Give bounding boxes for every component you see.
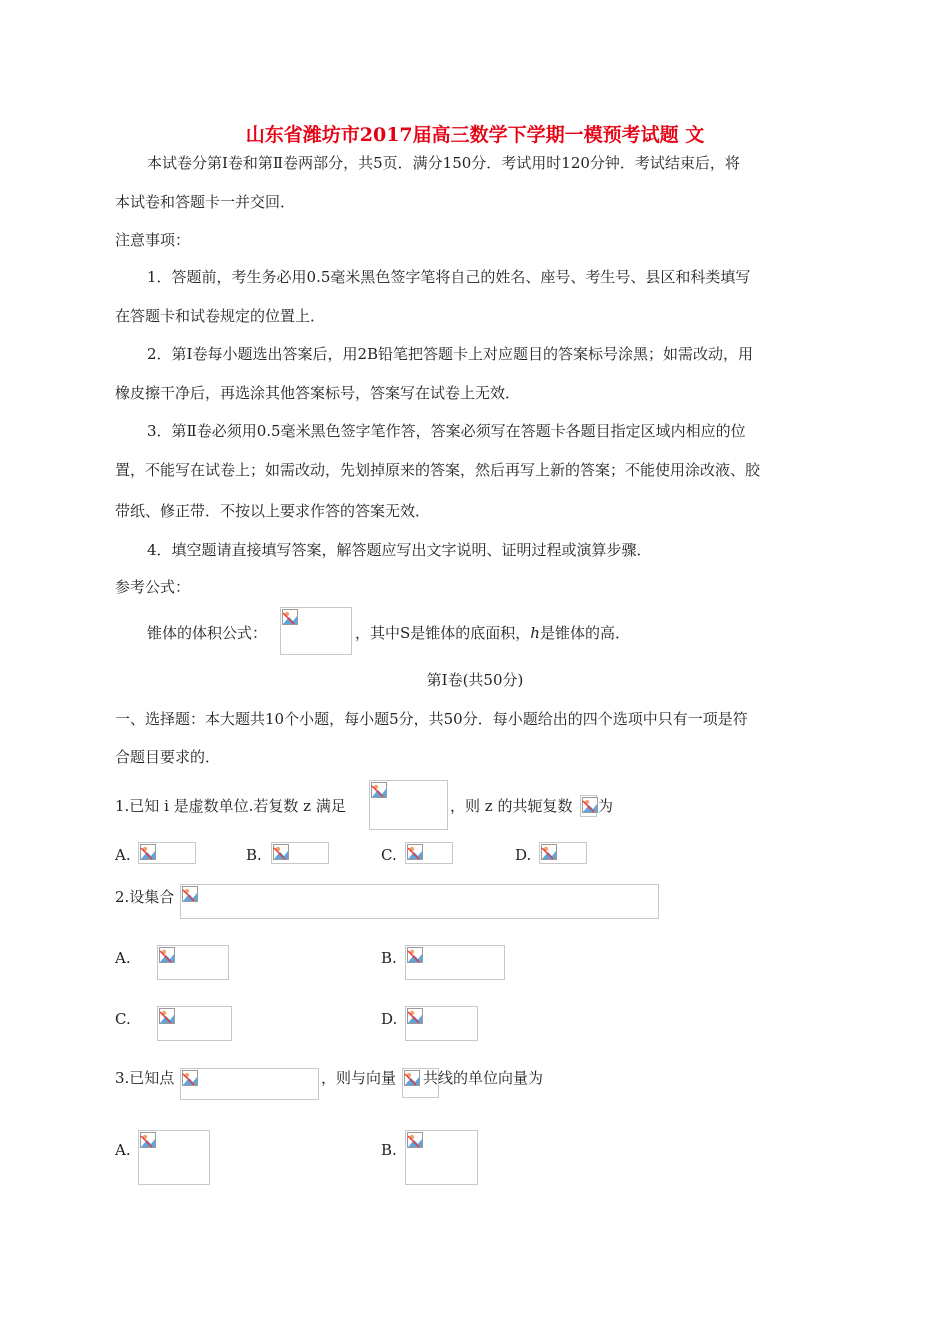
section-instruction-line-2: 合题目要求的． [115,748,221,766]
q1-condition-image [369,780,448,830]
broken-image-icon [282,609,298,625]
section-title: 第Ⅰ卷(共50分) [426,671,524,689]
q2-option-d-image [405,1006,478,1041]
formula-h: h [530,624,540,642]
intro-line-1: 本试卷分第Ⅰ卷和第Ⅱ卷两部分，共5页．满分150分．考试用时120分钟．考试结束后，将 [147,154,740,172]
notice-item-1-line-1: 1．答题前，考生务必用0.5毫米黑色签字笔将自己的姓名、座号、考生号、县区和科类填写 [147,268,751,286]
broken-image-icon [407,1132,423,1148]
formula-image [280,607,352,655]
q2-option-b-image [405,945,505,980]
broken-image-icon [407,947,423,963]
document-title: 山东省潍坊市2017届高三数学下学期一模预考试题 文 [245,124,705,146]
notice-item-2-line-1: 2．第Ⅰ卷每小题选出答案后，用2B铅笔把答题卡上对应题目的答案标号涂黑；如需改动，用 [147,345,754,363]
intro-line-2: 本试卷和答题卡一并交回． [115,193,296,211]
q3-option-a-label: A. [115,1141,131,1159]
broken-image-icon [371,782,387,798]
formula-suffix-a: ，其中S是锥体的底面积， [355,624,531,642]
section-instruction-line-1: 一、选择题：本大题共10个小题，每小题5分，共50分．每小题给出的四个选项中只有一项是符 [115,710,748,728]
broken-image-icon [159,1008,175,1024]
q1-option-b-image [271,842,329,864]
q3-option-b-image [405,1130,478,1185]
notice-item-3-line-3: 带纸、修正带．不按以上要求作答的答案无效． [115,502,431,520]
broken-image-icon [582,797,598,813]
q2-option-a-label: A. [115,949,131,967]
q3-middle: ，则与向量 [321,1069,397,1087]
q2-option-c-label: C. [115,1010,131,1028]
notice-item-3-line-2: 置，不能写在试卷上；如需改动，先划掉原来的答案，然后再写上新的答案；不能使用涂改液、胶 [115,461,761,479]
q2-option-a-image [157,945,229,980]
formula-suffix-b: 是锥体的高． [539,624,630,642]
broken-image-icon [541,844,557,860]
q1-option-b-label: B. [246,846,262,864]
broken-image-icon [182,1070,198,1086]
q1-option-c-label: C. [381,846,397,864]
q1-option-d-image [539,842,587,864]
q1-option-a-image [138,842,196,864]
broken-image-icon [182,886,198,902]
notice-item-3-line-1: 3．第Ⅱ卷必须用0.5毫米黑色签字笔作答，答案必须写在答题卡各题目指定区域内相应的位 [147,422,746,440]
q2-option-c-image [157,1006,232,1041]
q3-points-image [180,1068,319,1100]
broken-image-icon [140,844,156,860]
notice-heading: 注意事项： [115,231,191,249]
broken-image-icon [404,1070,420,1086]
broken-image-icon [159,947,175,963]
broken-image-icon [407,844,423,860]
formula-prefix: 锥体的体积公式： [147,624,268,642]
q3-suffix: 共线的单位向量为 [423,1069,544,1087]
q1-middle: ，则 z 的共轭复数 [450,797,573,815]
q2-prefix: 2.设集合 [115,888,175,906]
notice-item-4-line-1: 4．填空题请直接填写答案，解答题应写出文字说明、证明过程或演算步骤． [147,541,652,559]
q3-option-a-image [138,1130,210,1185]
q1-suffix: 为 [598,797,614,815]
q1-option-d-label: D. [515,846,532,864]
q2-option-d-label: D. [381,1010,398,1028]
q2-option-b-label: B. [381,949,397,967]
q1-option-c-image [405,842,453,864]
broken-image-icon [140,1132,156,1148]
formula-suffix [355,623,630,643]
q1-conjugate-image [580,795,597,817]
reference-heading: 参考公式： [115,578,191,596]
broken-image-icon [273,844,289,860]
q3-option-b-label: B. [381,1141,397,1159]
q2-set-image [180,884,659,919]
q1-prefix: 1.已知 i 是虚数单位.若复数 z 满足 [115,797,346,815]
broken-image-icon [407,1008,423,1024]
q1-option-a-label: A. [115,846,131,864]
q3-prefix: 3.已知点 [115,1069,175,1087]
notice-item-2-line-2: 橡皮擦干净后，再选涂其他答案标号，答案写在试卷上无效． [115,384,521,402]
notice-item-1-line-2: 在答题卡和试卷规定的位置上． [115,307,326,325]
